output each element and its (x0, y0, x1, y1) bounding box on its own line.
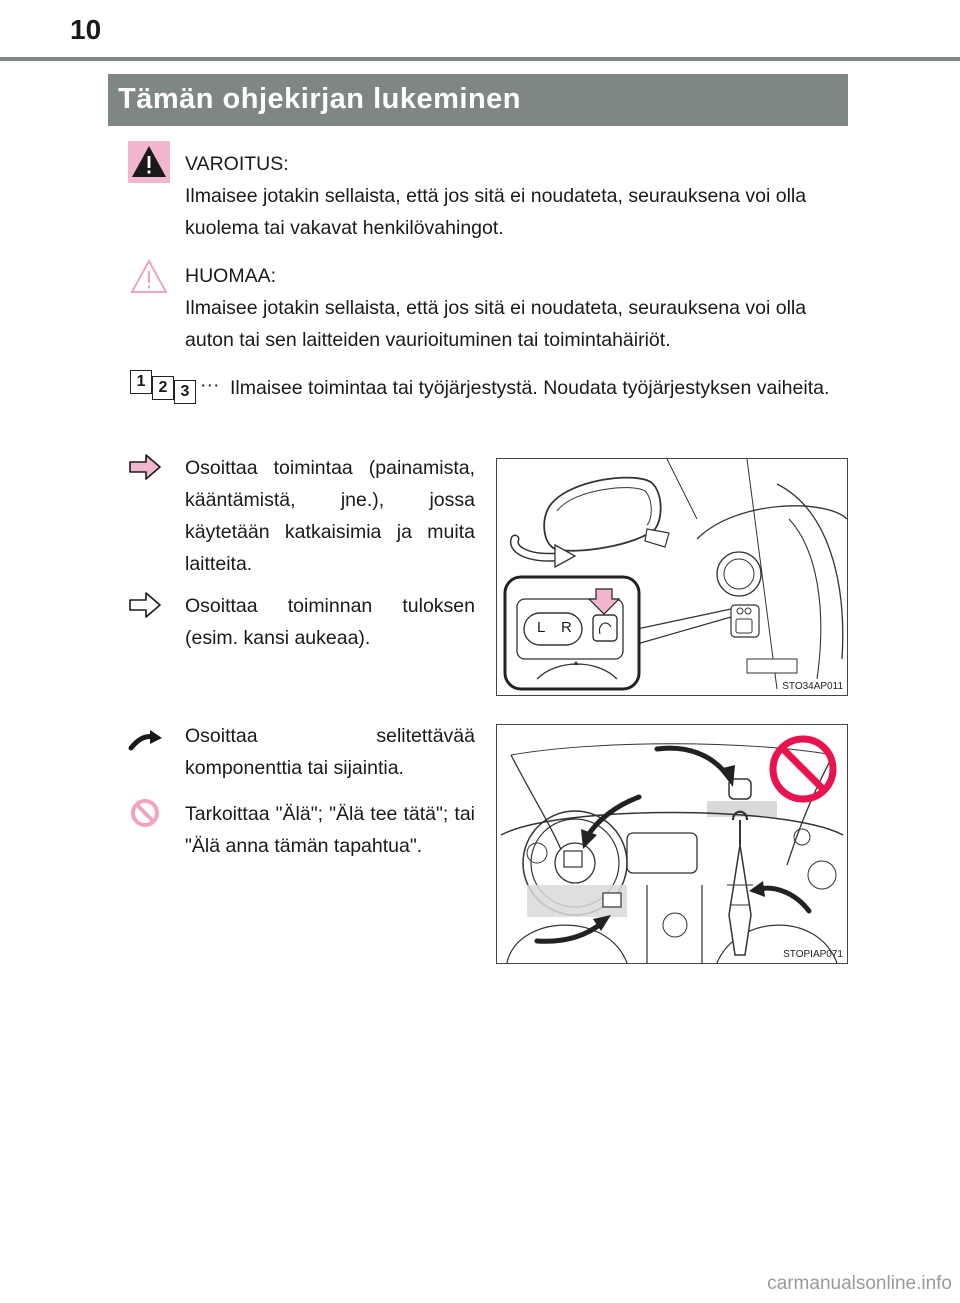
interior-illustration (496, 724, 848, 964)
notice-text: Ilmaisee jotakin sellaista, että jos sitä ei noudateta, seurauksena voi olla auton tai sen laitteiden vaurioituminen tai toimintahäiriöt. (185, 297, 807, 351)
filled-arrow-icon (128, 452, 162, 482)
steps-dots: ··· (200, 374, 220, 396)
prohibition-icon (130, 798, 160, 828)
mirror-switch-drawing (497, 459, 847, 695)
step-number: 1 (130, 370, 152, 394)
steps-text: Ilmaisee toimintaa tai työjärjestystä. Noudata työjärjestyksen vaiheita. (230, 377, 830, 399)
warning-triangle-outline-icon (128, 256, 170, 298)
warning-triangle-filled-icon (128, 141, 170, 183)
step-number: 3 (174, 380, 196, 404)
prohibited-text: Tarkoittaa "Älä"; "Älä tee tätä"; tai "Älä anna tämän tapahtua". (185, 803, 475, 857)
page-number: 10 (70, 14, 102, 45)
section-title: Tämän ohjekirjan lukeminen (118, 83, 521, 115)
operation-text: Osoittaa toimintaa (painamista, kääntämistä, jne.), jossa käytetään katkaisimia ja muita laitteita. (185, 457, 475, 575)
outline-arrow-icon (128, 590, 162, 620)
component-text: Osoittaa selitettävää komponenttia tai sijaintia. (185, 725, 475, 779)
figure-code: STOPIAP071 (783, 949, 843, 960)
warning-heading: VAROITUS: (185, 153, 289, 175)
interior-drawing (497, 725, 847, 963)
curved-pointer-arrow-icon (128, 728, 164, 752)
header-rule (0, 57, 960, 61)
numbered-steps-icon (130, 370, 200, 404)
warning-text: Ilmaisee jotakin sellaista, että jos sitä ei noudateta, seurauksena voi olla kuolema tai vakavat henkilövahingot. (185, 185, 807, 239)
mirror-switch-left-label: L (537, 619, 546, 636)
mirror-switch-right-label: R (561, 619, 572, 636)
footer-watermark: carmanualsonline.info (767, 1273, 952, 1294)
notice-heading: HUOMAA: (185, 265, 277, 287)
figure-code: STO34AP011 (782, 681, 843, 692)
result-text: Osoittaa toiminnan tuloksen (esim. kansi aukeaa). (185, 595, 475, 649)
mirror-switch-illustration (496, 458, 848, 696)
step-number: 2 (152, 376, 174, 400)
